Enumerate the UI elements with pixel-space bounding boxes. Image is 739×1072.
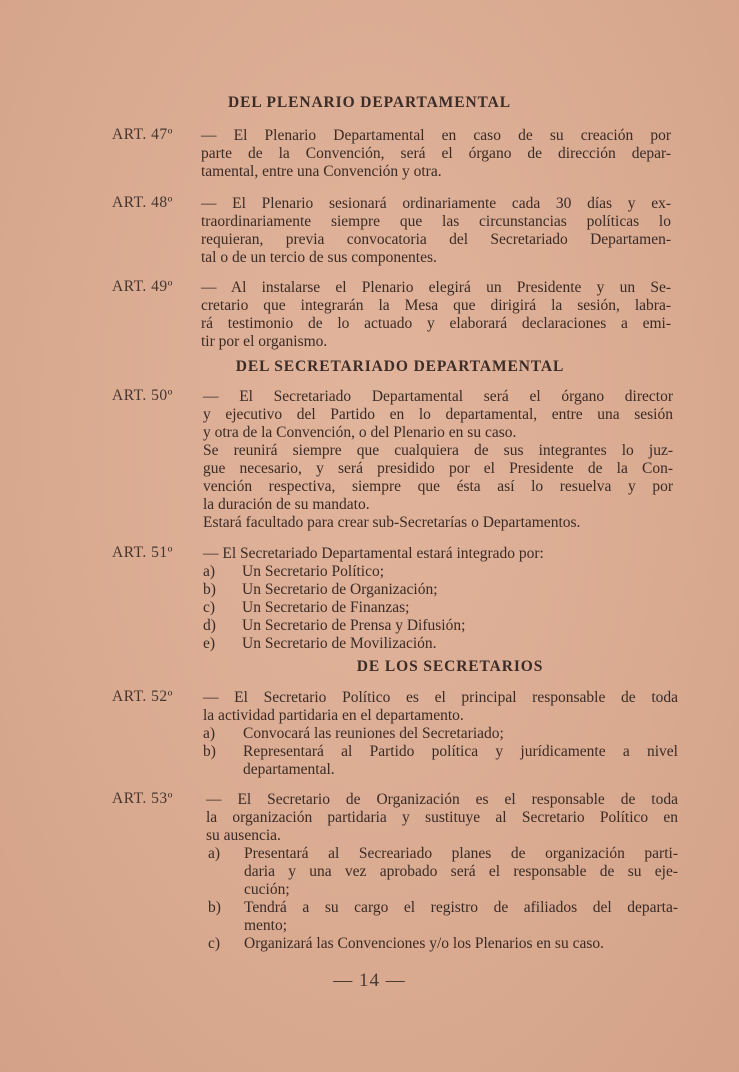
article-50-line-6: vención respectiva, siempre que ésta así lo resuelva y por bbox=[203, 478, 673, 495]
article-53-item-b-line-2: mento; bbox=[244, 917, 288, 934]
article-51-item-c-letter: c) bbox=[203, 599, 216, 616]
article-49-line-4: tir por el organismo. bbox=[201, 333, 328, 350]
article-53-item-c-line-1: Organizará las Convenciones y/o los Plenarios en su caso. bbox=[244, 935, 605, 952]
article-51-item-d-text: Un Secretario de Prensa y Difusión; bbox=[242, 617, 466, 634]
article-53-line-2: la organización partidaria y sustituye al Secretario Político en bbox=[206, 809, 678, 826]
article-50-line-2: y ejecutivo del Partido en lo departamental, entre una sesión bbox=[203, 406, 673, 423]
article-51-item-e-letter: e) bbox=[203, 635, 216, 652]
article-53-item-a-line-1: Presentará al Secreariado planes de organización parti- bbox=[244, 845, 678, 862]
article-51-item-d-letter: d) bbox=[203, 617, 216, 634]
article-52-item-a-letter: a) bbox=[203, 725, 216, 742]
article-53-item-c-letter: c) bbox=[208, 935, 221, 952]
article-50-line-5: gue necesario, y será presidido por el Presidente de la Con- bbox=[203, 460, 673, 477]
article-52-label: ART. 52º bbox=[112, 688, 173, 705]
article-47-line-1: — El Plenario Departamental en caso de su creación por bbox=[201, 127, 671, 144]
article-51-label: ART. 51º bbox=[112, 544, 173, 561]
article-53-item-a-line-3: cución; bbox=[244, 881, 290, 898]
article-49-line-3: rá testimonio de lo actuado y elaborará declaraciones a emi- bbox=[201, 315, 671, 332]
article-52-line-1: — El Secretario Político es el principal responsable de toda bbox=[203, 689, 678, 706]
article-50-line-1: — El Secretariado Departamental será el órgano director bbox=[203, 388, 673, 405]
article-52-item-a-line-1: Convocará las reuniones del Secretariado; bbox=[243, 725, 504, 742]
article-53-item-b-letter: b) bbox=[208, 899, 221, 916]
section-heading-secretarios: DE LOS SECRETARIOS bbox=[356, 658, 544, 675]
article-51-item-a-text: Un Secretario Político; bbox=[242, 563, 385, 580]
article-48-line-1: — El Plenario sesionará ordinariamente cada 30 días y ex- bbox=[201, 195, 671, 212]
article-52-line-2: la actividad partidaria en el departamento. bbox=[203, 707, 464, 724]
article-51-item-b-letter: b) bbox=[203, 581, 216, 598]
article-47-label: ART. 47º bbox=[112, 126, 173, 143]
page-number: — 14 — bbox=[333, 970, 406, 991]
article-47-line-3: tamental, entre una Convención y otra. bbox=[201, 163, 442, 180]
article-47-line-2: parte de la Convención, será el órgano de dirección depar- bbox=[201, 145, 671, 162]
article-48-line-3: requieran, previa convocatoria del Secretariado Departamen- bbox=[201, 231, 671, 248]
article-52-item-b-line-2: departamental. bbox=[243, 761, 335, 778]
article-51-item-a-letter: a) bbox=[203, 563, 216, 580]
article-53-item-a-line-2: daria y una vez aprobado será el responsable de su eje- bbox=[244, 863, 678, 880]
article-50-line-3: y otra de la Convención, o del Plenario en su caso. bbox=[203, 424, 517, 441]
section-heading-plenario: DEL PLENARIO DEPARTAMENTAL bbox=[228, 94, 511, 111]
article-49-label: ART. 49º bbox=[112, 278, 173, 295]
section-heading-secretariado: DEL SECRETARIADO DEPARTAMENTAL bbox=[235, 358, 565, 375]
article-53-line-1: — El Secretario de Organización es el responsable de toda bbox=[206, 791, 678, 808]
article-51-intro: — El Secretariado Departamental estará integrado por: bbox=[203, 545, 544, 562]
article-49-line-1: — Al instalarse el Plenario elegirá un Presidente y un Se- bbox=[201, 279, 671, 296]
article-52-item-b-line-1: Representará al Partido política y jurídicamente a nivel bbox=[243, 743, 678, 760]
article-51-item-c-text: Un Secretario de Finanzas; bbox=[242, 599, 410, 616]
article-53-item-a-letter: a) bbox=[208, 845, 221, 862]
article-53-label: ART. 53º bbox=[112, 790, 173, 807]
article-48-line-4: tal o de un tercio de sus componentes. bbox=[201, 249, 437, 266]
article-52-item-b-letter: b) bbox=[203, 743, 216, 760]
article-53-line-3: su ausencia. bbox=[206, 827, 281, 844]
article-50-line-7: la duración de su mandato. bbox=[203, 496, 370, 513]
article-48-label: ART. 48º bbox=[112, 194, 173, 211]
article-49-line-2: cretario que integrarán la Mesa que dirigirá la sesión, labra- bbox=[201, 297, 671, 314]
article-50-line-8: Estará facultado para crear sub-Secretarías o Departamentos. bbox=[203, 514, 581, 531]
article-53-item-b-line-1: Tendrá a su cargo el registro de afiliados del departa- bbox=[244, 899, 678, 916]
article-51-item-b-text: Un Secretario de Organización; bbox=[242, 581, 438, 598]
article-50-line-4: Se reunirá siempre que cualquiera de sus integrantes lo juz- bbox=[203, 442, 673, 459]
article-50-label: ART. 50º bbox=[112, 387, 173, 404]
article-48-line-2: traordinariamente siempre que las circunstancias políticas lo bbox=[201, 213, 671, 230]
article-51-item-e-text: Un Secretario de Movilización. bbox=[242, 635, 437, 652]
